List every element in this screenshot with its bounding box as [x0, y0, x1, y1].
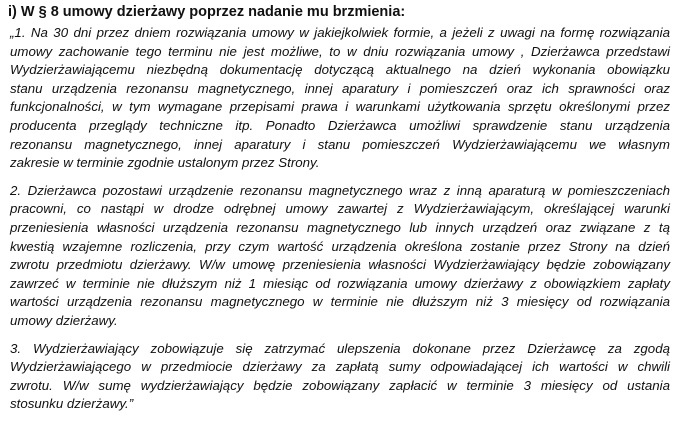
text-line: kwestią wzajemne rozliczenia, przy czym wartość urządzenia określona zostanie przez Strony na dzień	[10, 238, 670, 254]
text-line: funkcjonalności, w tym wymagane przepisami prawa i warunkami użytkowania sprzętu określonymi przez	[10, 99, 670, 115]
text-line: zakresie w terminie zgodnie ustalonym przez Strony.	[10, 155, 320, 171]
text-line: przeniesienia własności urządzenia rezonansu magnetycznego lub innych urządzeń oraz związane z tą	[10, 219, 670, 235]
paragraph-1	[8, 24, 672, 173]
section-heading: i) W § 8 umowy dzierżawy poprzez nadanie mu brzmienia:	[8, 4, 406, 20]
paragraph-2	[8, 182, 672, 331]
text-line: wartości urządzenia rezonansu magnetycznego w terminie nie dłuższym niż 3 miesięcy od rozwiązania	[10, 294, 670, 310]
text-line: pracowni, co nastąpi w drodze odrębnej umowy zawartej z Wydzierżawiającym, określającej warunki	[10, 201, 670, 217]
text-line: „1. Na 30 dni przez dniem rozwiązania umowy w jakiejkolwiek formie, a jeżeli z uwagi na formę rozwiązania	[10, 25, 670, 40]
text-line: umowy dzierżawy.	[10, 312, 118, 328]
text-line: 2. Dzierżawca pozostawi urządzenie rezonansu magnetycznego wraz z inną aparaturą w pomieszczeniach	[10, 182, 670, 198]
text-line: Wydzierżawiającemu niezbędną dokumentację dotyczącą aktualnego na dzień wykonania obowiązku	[10, 62, 670, 78]
text-line: Wydzierżawiającego w przedmiocie dzierżawy za zapłatą sumy odpowiadającej ich wartości w chwili	[10, 359, 670, 375]
text-line: producenta przeglądy techniczne itp. Ponadto Dzierżawca umożliwi sprawdzenie stanu urządzenia	[10, 117, 670, 133]
text-line: zwrotu. W/w sumę wydzierżawiający będzie zobowiązany zapłacić w terminie 3 miesięcy od ustania	[10, 377, 670, 393]
text-line: zawrzeć w terminie nie dłuższym niż 1 miesiąc od rozwiązania umowy dzierżawy z obowiązkiem zapłaty	[10, 275, 670, 291]
text-line: stanu urządzenia rezonansu magnetycznego, innej aparatury i pomieszczeń oraz ich sprawności oraz	[10, 80, 670, 96]
text-line: zwrotu przedmiotu dzierżawy. W/w umowę przeniesienia własności Wydzierżawiający będzie zobowiązany	[10, 257, 670, 273]
paragraph-3	[8, 340, 672, 414]
text-line: rezonansu magnetycznego, innej aparatury i stanu pomieszczeń Wydzierżawiającemu we własnym	[10, 136, 670, 152]
text-line: 3. Wydzierżawiający zobowiązuje się zatrzymać ulepszenia dokonane przez Dzierżawcę za zgodą	[10, 340, 670, 356]
text-line: stosunku dzierżawy.”	[10, 396, 134, 412]
text-line: umowy zachowanie tego terminu nie jest możliwe, to w dniu rozwiązania umowy , Dzierżawca przedstawi	[10, 43, 670, 59]
document-page	[8, 3, 672, 414]
